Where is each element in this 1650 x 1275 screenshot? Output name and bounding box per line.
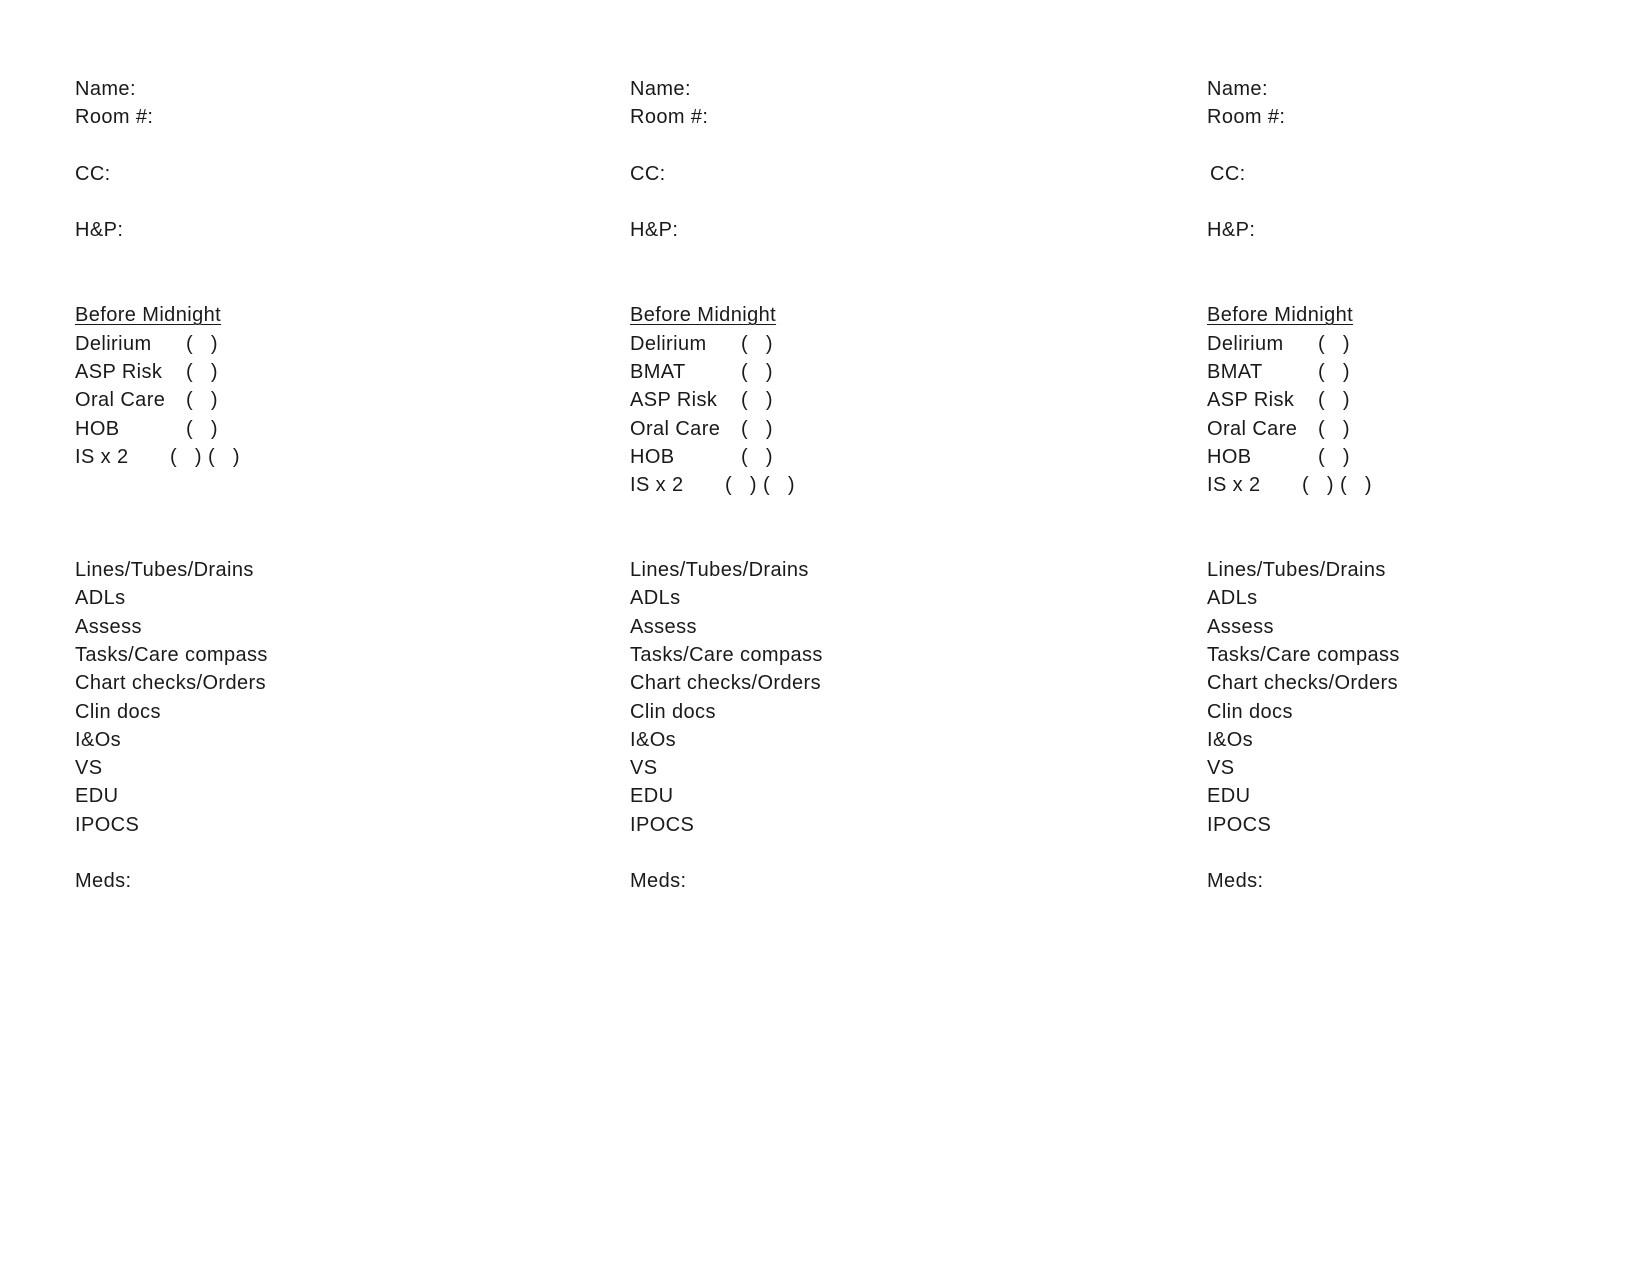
patient-column-2 — [630, 75, 1050, 896]
checklist-item — [630, 471, 1050, 499]
task-item: Clin docs — [75, 700, 161, 723]
patient-column-3 — [1207, 75, 1627, 896]
task-item: Lines/Tubes/Drains — [75, 559, 254, 582]
checklist-item — [75, 330, 495, 358]
hp-label: H&P: — [630, 219, 679, 242]
cc-label: CC: — [75, 162, 111, 185]
task-item: ADLs — [1207, 587, 1258, 610]
checklist-item — [630, 386, 1050, 414]
checkbox-pair[interactable]: ( ) ( ) — [1302, 474, 1372, 497]
name-label: Name: — [1207, 78, 1268, 100]
meds-label: Meds: — [1207, 870, 1264, 893]
checkbox[interactable]: ( ) — [741, 389, 773, 412]
task-item: Lines/Tubes/Drains — [630, 559, 809, 582]
checkbox[interactable]: ( ) — [1318, 360, 1350, 383]
task-item: I&Os — [630, 728, 677, 751]
task-item: Chart checks/Orders — [1207, 672, 1398, 695]
checklist-item — [630, 330, 1050, 358]
checklist-item-label: HOB — [630, 445, 675, 468]
checklist-item-label: Oral Care — [75, 389, 166, 412]
checklist-item — [1207, 471, 1627, 499]
checklist-item — [630, 443, 1050, 471]
checklist-item-label: BMAT — [1207, 360, 1263, 383]
checklist-item-label: Delirium — [630, 332, 707, 355]
checkbox[interactable]: ( ) — [741, 445, 773, 468]
name-label: Name: — [75, 78, 136, 100]
checklist-item — [1207, 330, 1627, 358]
task-item: EDU — [630, 785, 674, 808]
name-label: Name: — [630, 78, 691, 100]
task-item: Tasks/Care compass — [630, 643, 823, 666]
meds-label: Meds: — [75, 870, 132, 893]
checklist-item-label: Delirium — [1207, 332, 1284, 355]
task-item: VS — [75, 757, 103, 780]
task-item: Tasks/Care compass — [1207, 643, 1400, 666]
checklist-item-label: HOB — [75, 417, 120, 440]
task-item: Chart checks/Orders — [75, 672, 266, 695]
checklist-item-label: ASP Risk — [630, 389, 718, 412]
checklist-item — [630, 358, 1050, 386]
task-item: IPOCS — [630, 813, 695, 836]
checklist-item-label: IS x 2 — [1207, 474, 1261, 497]
task-item: ADLs — [75, 587, 126, 610]
task-item: Clin docs — [1207, 700, 1293, 723]
task-item: EDU — [75, 785, 119, 808]
patient-column-1 — [75, 75, 495, 896]
room-label: Room #: — [1207, 106, 1286, 129]
checkbox-pair[interactable]: ( ) ( ) — [170, 445, 240, 468]
checklist-item-label: HOB — [1207, 445, 1252, 468]
checkbox-pair[interactable]: ( ) ( ) — [725, 474, 795, 497]
task-item: Chart checks/Orders — [630, 672, 821, 695]
checklist-item — [1207, 358, 1627, 386]
before-midnight-heading: Before Midnight — [1207, 304, 1354, 327]
hp-label: H&P: — [1207, 219, 1256, 242]
checkbox[interactable]: ( ) — [186, 389, 218, 412]
checklist-item-label: ASP Risk — [75, 360, 163, 383]
task-item: VS — [630, 757, 658, 780]
checklist-item — [1207, 443, 1627, 471]
before-midnight-heading: Before Midnight — [75, 304, 222, 327]
task-item: ADLs — [630, 587, 681, 610]
checklist-item-label: ASP Risk — [1207, 389, 1295, 412]
checklist-item — [75, 358, 495, 386]
checkbox[interactable]: ( ) — [186, 417, 218, 440]
cc-label: CC: — [630, 162, 666, 185]
checklist-item-label: Delirium — [75, 332, 152, 355]
task-item: IPOCS — [1207, 813, 1272, 836]
task-item: I&Os — [1207, 728, 1254, 751]
task-item: Clin docs — [630, 700, 716, 723]
checkbox[interactable]: ( ) — [1318, 332, 1350, 355]
checklist-item — [1207, 386, 1627, 414]
checklist-item-label: Oral Care — [630, 417, 721, 440]
before-midnight-heading: Before Midnight — [630, 304, 777, 327]
hp-label: H&P: — [75, 219, 124, 242]
cc-label: CC: — [1210, 162, 1246, 185]
checkbox[interactable]: ( ) — [186, 360, 218, 383]
checklist-item-label: Oral Care — [1207, 417, 1298, 440]
checkbox[interactable]: ( ) — [1318, 417, 1350, 440]
task-item: Assess — [630, 615, 697, 638]
checkbox[interactable]: ( ) — [741, 417, 773, 440]
task-item: EDU — [1207, 785, 1251, 808]
task-item: IPOCS — [75, 813, 140, 836]
meds-label: Meds: — [630, 870, 687, 893]
room-label: Room #: — [75, 106, 154, 129]
checkbox[interactable]: ( ) — [741, 360, 773, 383]
task-item: Lines/Tubes/Drains — [1207, 559, 1386, 582]
checklist-item — [75, 443, 495, 471]
checkbox[interactable]: ( ) — [1318, 445, 1350, 468]
checkbox[interactable]: ( ) — [186, 332, 218, 355]
task-item: Tasks/Care compass — [75, 643, 268, 666]
task-item: VS — [1207, 757, 1235, 780]
task-item: Assess — [75, 615, 142, 638]
checklist-item — [630, 415, 1050, 443]
task-item: Assess — [1207, 615, 1274, 638]
checklist-item-label: IS x 2 — [75, 445, 129, 468]
checklist-item-label: IS x 2 — [630, 474, 684, 497]
checkbox[interactable]: ( ) — [741, 332, 773, 355]
room-label: Room #: — [630, 106, 709, 129]
checklist-item — [1207, 415, 1627, 443]
checkbox[interactable]: ( ) — [1318, 389, 1350, 412]
checklist-item — [75, 415, 495, 443]
checklist-item — [75, 386, 495, 414]
task-item: I&Os — [75, 728, 122, 751]
checklist-item-label: BMAT — [630, 360, 686, 383]
